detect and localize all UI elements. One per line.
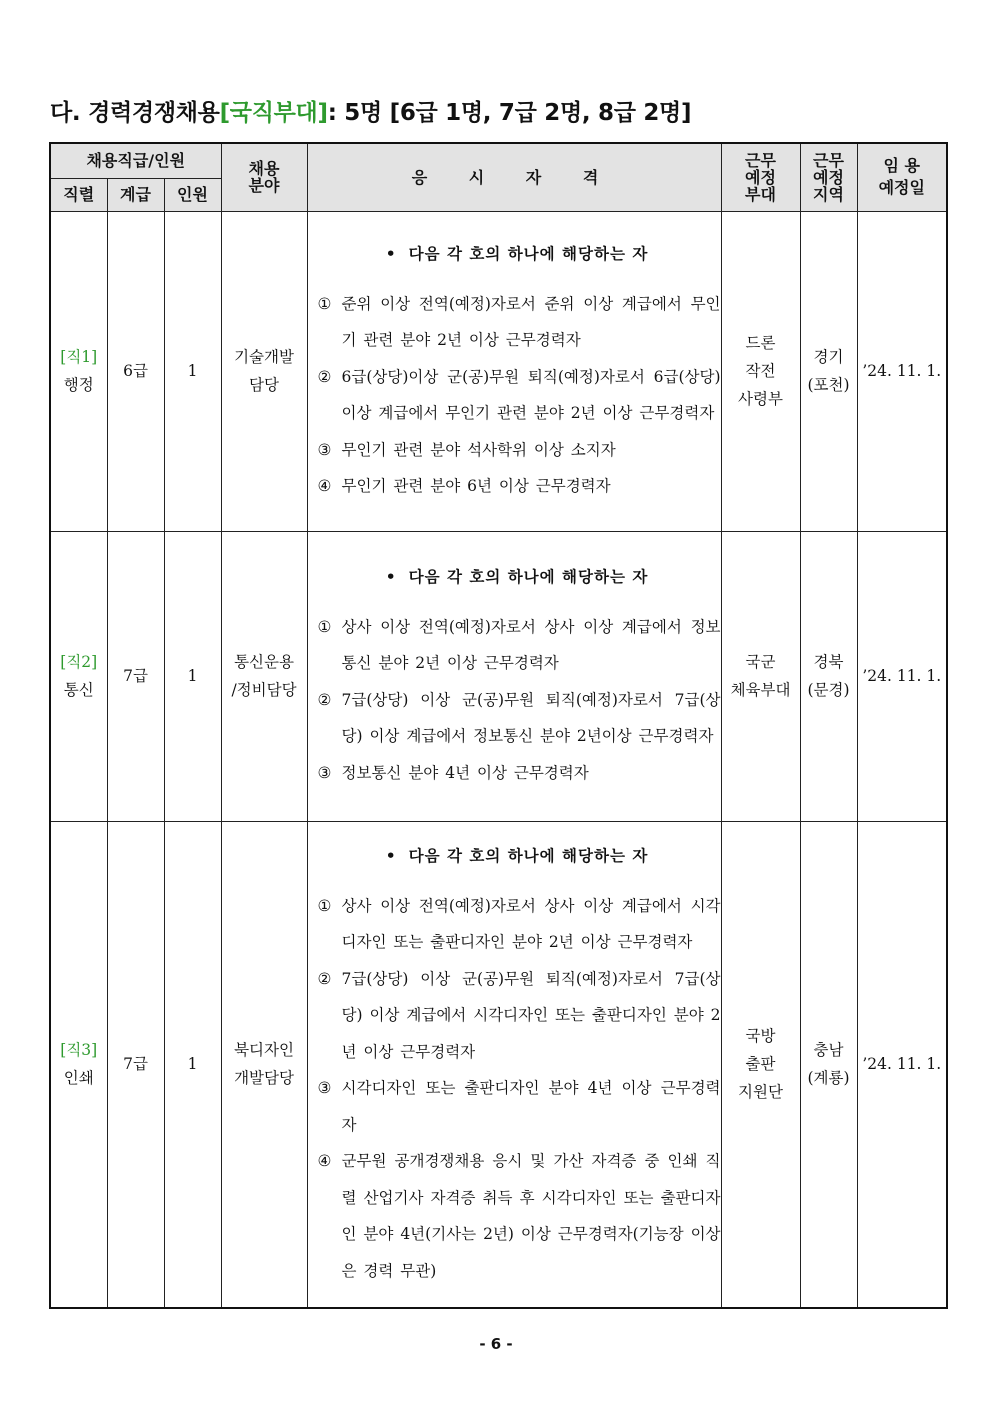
lead-text: 다음 각 호의 하나에 해당하는 자 bbox=[408, 244, 649, 263]
qualification-lead: • 다음 각 호의 하나에 해당하는 자 bbox=[385, 244, 649, 263]
date-cell: ’24. 11. 1. bbox=[857, 821, 947, 1308]
grade-cell: 7급 bbox=[107, 821, 164, 1308]
qualification-item bbox=[308, 961, 721, 1071]
count-cell: 1 bbox=[164, 211, 221, 531]
item-number: ② bbox=[317, 969, 332, 988]
item-text: 상사 이상 전역(예정)자로서 상사 이상 계급에서 정보통신 분야 2년 이상 근무경력자 bbox=[341, 617, 721, 673]
series-name: 통신 bbox=[63, 681, 94, 699]
qualifications-cell bbox=[307, 531, 721, 821]
qualification-item bbox=[308, 888, 721, 961]
item-number: ④ bbox=[317, 1152, 332, 1170]
field-cell: 기술개발 담당 bbox=[221, 211, 307, 531]
item-number: ④ bbox=[317, 477, 332, 495]
item-text: 상사 이상 전역(예정)자로서 상사 이상 계급에서 시각디자인 또는 출판디자인 분야 2년 이상 근무경력자 bbox=[341, 896, 721, 951]
item-number: ② bbox=[317, 367, 332, 386]
header-group: 채용직급/인원 bbox=[50, 143, 221, 178]
item-number: ③ bbox=[317, 440, 332, 459]
recruitment-table bbox=[49, 142, 948, 1309]
qualification-item bbox=[308, 359, 721, 432]
position-code: [직1] bbox=[60, 348, 98, 366]
qualifications-cell bbox=[307, 211, 721, 531]
header-region: 근무 예정 지역 bbox=[800, 143, 857, 211]
table-row bbox=[50, 531, 947, 821]
count-cell: 1 bbox=[164, 531, 221, 821]
field-cell: 북디자인 개발담당 bbox=[221, 821, 307, 1308]
title-highlight: [국직부대] bbox=[219, 100, 328, 126]
unit-cell: 드론 작전 사령부 bbox=[721, 211, 800, 531]
qualification-lead: • 다음 각 호의 하나에 해당하는 자 bbox=[385, 567, 649, 586]
page-number: - 6 - bbox=[479, 1335, 513, 1353]
qualification-item bbox=[308, 682, 721, 755]
field-cell: 통신운용 /정비담당 bbox=[221, 531, 307, 821]
series-cell bbox=[50, 531, 107, 821]
title-prefix: 다. 경력경쟁채용 bbox=[50, 100, 220, 126]
position-code: [직2] bbox=[60, 653, 98, 671]
item-text: 준위 이상 전역(예정)자로서 준위 이상 계급에서 무인기 관련 분야 2년 이상 근무경력자 bbox=[341, 294, 721, 349]
header-unit: 근무 예정 부대 bbox=[721, 143, 800, 211]
item-text: 정보통신 분야 4년 이상 근무경력자 bbox=[341, 763, 589, 782]
region-cell: 충남 (계룡) bbox=[800, 821, 857, 1308]
date-cell: ’24. 11. 1. bbox=[857, 531, 947, 821]
qualification-item bbox=[308, 1070, 721, 1143]
header-grade: 계급 bbox=[107, 178, 164, 211]
qualification-item bbox=[308, 432, 721, 469]
position-code: [직3] bbox=[60, 1041, 98, 1060]
item-number: ① bbox=[317, 617, 332, 636]
item-text: 군무원 공개경쟁채용 응시 및 가산 자격증 중 인쇄 직렬 산업기사 자격증 취득 후 시각디자인 또는 출판디자인 분야 4년(기사는 2년) 이상 근무경력자(기능장 이상은 경력 무관) bbox=[341, 1152, 721, 1280]
item-number: ③ bbox=[317, 1079, 332, 1097]
qualification-item bbox=[308, 286, 721, 359]
item-number: ② bbox=[317, 690, 332, 709]
item-number: ① bbox=[317, 294, 332, 313]
qualifications-cell bbox=[307, 821, 721, 1308]
unit-cell: 국군 체육부대 bbox=[721, 531, 800, 821]
lead-text: 다음 각 호의 하나에 해당하는 자 bbox=[408, 846, 649, 865]
qualification-item bbox=[308, 468, 721, 505]
item-text: 시각디자인 또는 출판디자인 분야 4년 이상 근무경력자 bbox=[341, 1079, 721, 1134]
series-cell bbox=[50, 821, 107, 1308]
item-text: 7급(상당) 이상 군(공)무원 퇴직(예정)자로서 7급(상당) 이상 계급에서 시각디자인 또는 출판디자인 분야 2년 이상 근무경력자 bbox=[341, 969, 721, 1061]
series-cell bbox=[50, 211, 107, 531]
table-row bbox=[50, 211, 947, 531]
unit-cell: 국방 출판 지원단 bbox=[721, 821, 800, 1308]
count-cell: 1 bbox=[164, 821, 221, 1308]
item-text: 무인기 관련 분야 6년 이상 근무경력자 bbox=[341, 477, 611, 495]
date-cell: ’24. 11. 1. bbox=[857, 211, 947, 531]
header-count: 인원 bbox=[164, 178, 221, 211]
region-cell: 경북 (문경) bbox=[800, 531, 857, 821]
series-name: 인쇄 bbox=[63, 1069, 94, 1088]
qualification-lead: • 다음 각 호의 하나에 해당하는 자 bbox=[385, 846, 649, 865]
header-quals: 응 시 자 격 bbox=[307, 143, 721, 211]
item-number: ① bbox=[317, 896, 332, 915]
title-suffix: : 5명 [6급 1명, 7급 2명, 8급 2명] bbox=[327, 100, 692, 126]
item-text: 6급(상당)이상 군(공)무원 퇴직(예정)자로서 6급(상당) 이상 계급에서 무인기 관련 분야 2년 이상 근무경력자 bbox=[341, 367, 721, 422]
qualification-item bbox=[308, 755, 721, 792]
header-series: 직렬 bbox=[50, 178, 107, 211]
header-date: 임 용 예정일 bbox=[857, 143, 947, 211]
series-name: 행정 bbox=[63, 376, 94, 394]
table-row bbox=[50, 821, 947, 1308]
grade-cell: 7급 bbox=[107, 531, 164, 821]
section-title bbox=[50, 94, 950, 127]
item-text: 7급(상당) 이상 군(공)무원 퇴직(예정)자로서 7급(상당) 이상 계급에서 정보통신 분야 2년이상 근무경력자 bbox=[341, 690, 721, 746]
region-cell: 경기 (포천) bbox=[800, 211, 857, 531]
item-text: 무인기 관련 분야 석사학위 이상 소지자 bbox=[341, 440, 616, 459]
qualification-item bbox=[308, 1143, 721, 1289]
header-field: 채용 분야 bbox=[221, 143, 307, 211]
item-number: ③ bbox=[317, 763, 332, 782]
lead-text: 다음 각 호의 하나에 해당하는 자 bbox=[408, 567, 649, 586]
qualification-item bbox=[308, 609, 721, 682]
grade-cell: 6급 bbox=[107, 211, 164, 531]
